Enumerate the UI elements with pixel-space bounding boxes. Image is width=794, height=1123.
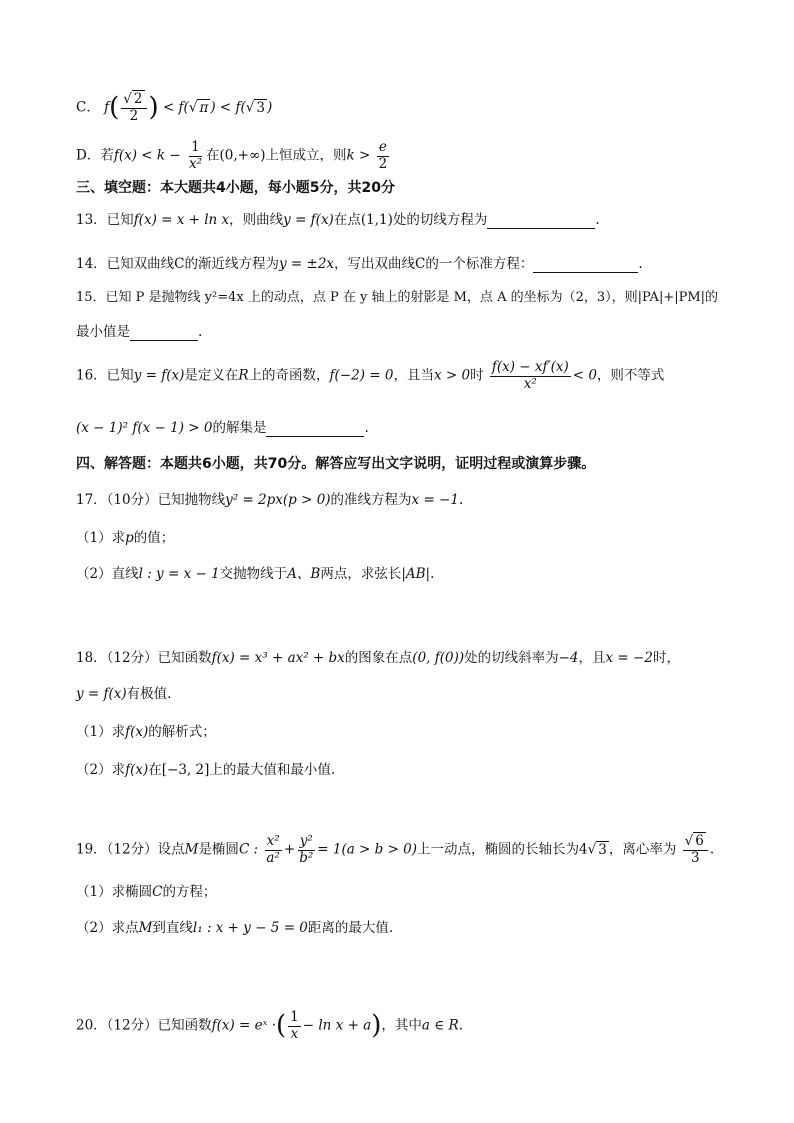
question-17-part-2: （2）直线l : y = x − 1交抛物线于A、B两点，求弦长|AB|.	[76, 566, 435, 582]
question-17: 17．（10分）已知抛物线y² = 2px(p > 0)的准线方程为x = −1.	[76, 492, 464, 508]
question-18-part-1: （1）求f(x)的解析式；	[76, 724, 216, 740]
question-18-part-2: （2）求f(x)在[−3, 2]上的最大值和最小值.	[76, 762, 336, 778]
answer-blank	[130, 324, 198, 341]
section-4-heading: 四、解答题：本题共6小题，共70分。解答应写出文字说明，证明过程或演算步骤。	[76, 456, 596, 472]
question-15-line-2: 最小值是 .	[76, 324, 203, 340]
question-17-part-1: （1）求p的值；	[76, 530, 175, 546]
answer-blank	[533, 256, 638, 273]
option-c: C． f( $\frac{√ 2}{2}$ ) < f(√ π ) < f(√ 3 )	[76, 91, 273, 124]
question-19-part-1: （1）求椭圆C的方程；	[76, 884, 217, 900]
question-16-continued: (x − 1)² f(x − 1) > 0的解集是 .	[76, 420, 369, 436]
question-15-line-1: 15．已知 P 是抛物线 y²=4x 上的动点，点 P 在 y 轴上的射影是 M，点 A 的坐标为（2，3），则|PA|+|PM|的	[76, 290, 719, 305]
section-3-heading: 三、填空题：本大题共4小题，每小题5分，共20分	[76, 180, 395, 196]
question-14: 14．已知双曲线C的渐近线方程为y = ±2x，写出双曲线C的一个标准方程： .	[76, 256, 643, 272]
option-d: D．若f(x) < k − $\frac{1}{\text{x²}}$ 在(0,+∞)上恒成立，则k > $\frac{e}{2}$	[76, 139, 388, 172]
question-16: 16．已知y = f(x)是定义在R上的奇函数，f(−2) = 0，且当x > 0时 $\frac{f(x) - xf'(x)}{\text{x²}}$ < 0，则不等式	[76, 359, 665, 392]
question-18: 18．（12分）已知函数f(x) = x³ + ax² + bx的图象在点(0, f(0))处的切线斜率为−4，且x = −2时，	[76, 650, 680, 666]
answer-blank	[266, 420, 364, 437]
question-19: 19．（12分）设点M是椭圆C : $\frac{\text{x²}}{\text{a²}}$ + $\frac{\text{y²}}{\text{b²}}$ = 1(a > b > 0)上一动点，椭圆的长轴长为4√ 3 ，离心率为 $\frac{√ 6}{3}$ .	[76, 833, 715, 866]
question-18-continued: y = f(x)有极值.	[76, 686, 172, 702]
answer-blank	[487, 212, 595, 229]
question-19-part-2: （2）求点M到直线l₁ : x + y − 5 = 0距离的最大值.	[76, 920, 394, 936]
question-20: 20．（12分）已知函数f(x) = eˣ ·( $\frac{1}{x}$ − ln x + a)，其中a ∈ R.	[76, 1009, 463, 1042]
question-13: 13．已知f(x) = x + ln x，则曲线y = f(x)在点(1,1)处的切线方程为 .	[76, 212, 600, 228]
